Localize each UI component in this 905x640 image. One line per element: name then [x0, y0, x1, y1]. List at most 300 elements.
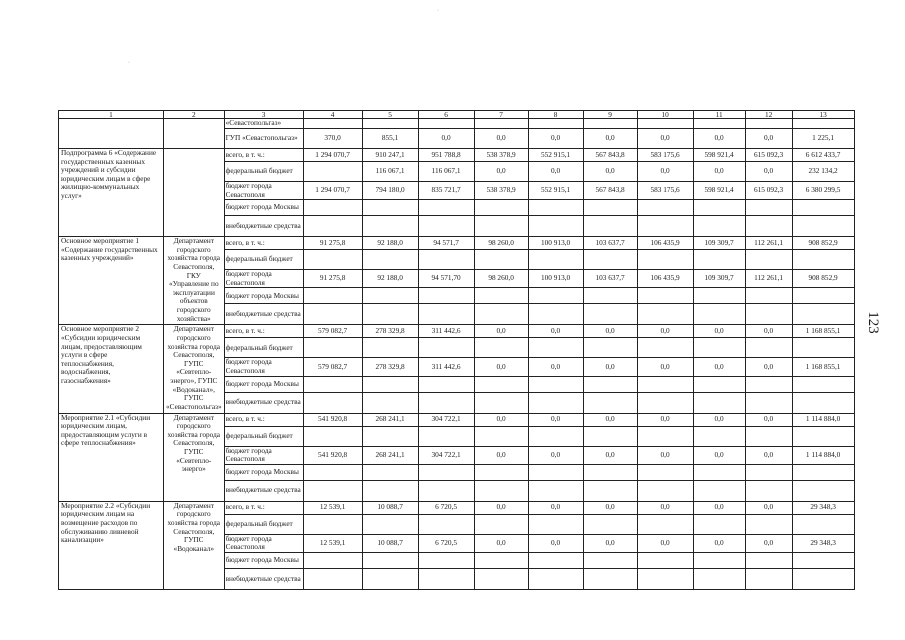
value-cell: 0,0 [637, 446, 693, 464]
value-cell [303, 392, 362, 413]
value-cell [693, 480, 745, 501]
column-number: 1 [59, 111, 164, 119]
value-cell [418, 552, 474, 568]
value-cell: 0,0 [745, 358, 792, 376]
value-cell [792, 376, 854, 392]
funding-source: всего, в т. ч.: [224, 149, 303, 162]
value-cell: 0,0 [745, 446, 792, 464]
value-cell: 268 241,1 [362, 413, 418, 426]
value-cell: 116 067,1 [362, 162, 418, 182]
value-cell: 6 380 299,5 [792, 182, 854, 200]
value-cell [637, 480, 693, 501]
value-cell: 0,0 [745, 534, 792, 552]
value-cell: 278 329,8 [362, 358, 418, 376]
value-cell [745, 568, 792, 589]
value-cell [637, 464, 693, 480]
value-cell [792, 392, 854, 413]
funding-source: всего, в т. ч.: [224, 501, 303, 514]
value-cell [745, 200, 792, 216]
table-row [59, 413, 855, 426]
value-cell [474, 338, 528, 358]
value-cell [528, 426, 583, 446]
value-cell [418, 200, 474, 216]
value-cell: 0,0 [583, 129, 637, 149]
value-cell [474, 480, 528, 501]
value-cell [474, 376, 528, 392]
value-cell: 855,1 [362, 129, 418, 149]
value-cell [474, 464, 528, 480]
value-cell [362, 288, 418, 304]
value-cell: 1 294 070,7 [303, 182, 362, 200]
value-cell [474, 304, 528, 325]
value-cell: 0,0 [693, 162, 745, 182]
value-cell [528, 514, 583, 534]
scan-speck: · [128, 60, 130, 66]
responsible-cell [164, 119, 225, 149]
value-cell: 0,0 [528, 501, 583, 514]
value-cell: 0,0 [528, 162, 583, 182]
column-number: 5 [362, 111, 418, 119]
value-cell [792, 304, 854, 325]
value-cell [303, 338, 362, 358]
value-cell [637, 288, 693, 304]
value-cell [474, 200, 528, 216]
responsible-executor: Департамент городского хозяйства города Севастополя, ГКУ «Управление по эксплуатации объектов городского хозяйства» [164, 237, 225, 325]
value-cell [528, 119, 583, 129]
funding-source: федеральный бюджет [224, 338, 303, 358]
value-cell: 1 294 070,7 [303, 149, 362, 162]
value-cell: 538 378,9 [474, 182, 528, 200]
funding-source: внебюджетные средства [224, 480, 303, 501]
measure-name: Мероприятие 2.2 «Субсидии юридическим лицам на возмещение расходов по обслуживанию ливневой канализации» [59, 501, 164, 589]
value-cell: 92 188,0 [362, 237, 418, 250]
column-number: 4 [303, 111, 362, 119]
value-cell [528, 338, 583, 358]
table-row [59, 237, 855, 250]
value-cell: 0,0 [583, 501, 637, 514]
value-cell [792, 288, 854, 304]
value-cell [583, 480, 637, 501]
value-cell [418, 568, 474, 589]
value-cell [418, 480, 474, 501]
value-cell [583, 514, 637, 534]
funding-source: ГУП «Севастопольгаз» [224, 129, 303, 149]
funding-source: внебюджетные средства [224, 392, 303, 413]
funding-source: внебюджетные средства [224, 304, 303, 325]
value-cell [303, 119, 362, 129]
value-cell [474, 216, 528, 237]
value-cell [637, 426, 693, 446]
value-cell: 0,0 [745, 501, 792, 514]
value-cell [474, 250, 528, 270]
value-cell: 0,0 [693, 413, 745, 426]
value-cell [583, 119, 637, 129]
value-cell [745, 288, 792, 304]
value-cell: 103 637,7 [583, 237, 637, 250]
value-cell [693, 304, 745, 325]
value-cell: 579 082,7 [303, 358, 362, 376]
value-cell [362, 464, 418, 480]
funding-source: всего, в т. ч.: [224, 413, 303, 426]
value-cell: 908 852,9 [792, 270, 854, 288]
value-cell [303, 552, 362, 568]
funding-source: всего, в т. ч.: [224, 325, 303, 338]
value-cell: 0,0 [693, 129, 745, 149]
value-cell [418, 119, 474, 129]
value-cell: 94 571,7 [418, 237, 474, 250]
value-cell: 0,0 [474, 325, 528, 338]
value-cell [583, 250, 637, 270]
value-cell: 0,0 [474, 501, 528, 514]
value-cell [583, 376, 637, 392]
scan-speck: · [437, 8, 439, 14]
funding-source: бюджет города Севастополя [224, 182, 303, 200]
value-cell: 794 180,0 [362, 182, 418, 200]
table-row [59, 119, 855, 129]
value-cell: 583 175,6 [637, 182, 693, 200]
value-cell [693, 552, 745, 568]
value-cell [303, 426, 362, 446]
value-cell: 106 435,9 [637, 270, 693, 288]
value-cell [474, 119, 528, 129]
value-cell: 0,0 [474, 534, 528, 552]
value-cell: 304 722,1 [418, 446, 474, 464]
value-cell [583, 338, 637, 358]
value-cell [792, 480, 854, 501]
value-cell: 116 067,1 [418, 162, 474, 182]
value-cell: 583 175,6 [637, 149, 693, 162]
value-cell [583, 426, 637, 446]
value-cell: 103 637,7 [583, 270, 637, 288]
value-cell [745, 216, 792, 237]
value-cell [474, 552, 528, 568]
funding-source: внебюджетные средства [224, 216, 303, 237]
funding-source: бюджет города Москвы [224, 288, 303, 304]
value-cell: 100 913,0 [528, 237, 583, 250]
value-cell: 98 260,0 [474, 237, 528, 250]
measure-name: Подпрограмма 6 «Содержание государственных казенных учреждений и субсидии юридическим лицам в сфере жилищно-коммунальных услуг» [59, 149, 164, 237]
value-cell: 0,0 [637, 501, 693, 514]
value-cell [792, 514, 854, 534]
value-cell [745, 119, 792, 129]
value-cell: 92 188,0 [362, 270, 418, 288]
value-cell [792, 119, 854, 129]
value-cell: 94 571,70 [418, 270, 474, 288]
page-number: 123 [864, 311, 881, 334]
column-number: 6 [418, 111, 474, 119]
value-cell [362, 552, 418, 568]
value-cell: 0,0 [693, 325, 745, 338]
value-cell: 0,0 [474, 129, 528, 149]
value-cell [418, 514, 474, 534]
value-cell [693, 250, 745, 270]
value-cell [303, 288, 362, 304]
value-cell [362, 119, 418, 129]
value-cell: 91 275,8 [303, 270, 362, 288]
value-cell [362, 304, 418, 325]
value-cell: 304 722,1 [418, 413, 474, 426]
value-cell [745, 250, 792, 270]
funding-source: федеральный бюджет [224, 162, 303, 182]
column-number: 10 [637, 111, 693, 119]
value-cell: 0,0 [745, 325, 792, 338]
value-cell [418, 338, 474, 358]
value-cell: 0,0 [637, 129, 693, 149]
value-cell [637, 392, 693, 413]
value-cell [303, 514, 362, 534]
funding-source: бюджет города Севастополя [224, 534, 303, 552]
value-cell: 598 921,4 [693, 149, 745, 162]
value-cell: 370,0 [303, 129, 362, 149]
value-cell [745, 338, 792, 358]
value-cell: 311 442,6 [418, 358, 474, 376]
value-cell [362, 514, 418, 534]
value-cell: 0,0 [583, 534, 637, 552]
value-cell [637, 200, 693, 216]
value-cell [693, 514, 745, 534]
value-cell: 0,0 [474, 413, 528, 426]
value-cell: 567 843,8 [583, 182, 637, 200]
value-cell [528, 480, 583, 501]
value-cell [637, 119, 693, 129]
funding-source: бюджет города Москвы [224, 200, 303, 216]
responsible-executor: Департамент городского хозяйства города Севастополя, ГУПС «Севтепло-энерго», ГУПС «Водоканал», ГУПС «Севастопольгаз» [164, 325, 225, 413]
column-number: 2 [164, 111, 225, 119]
value-cell [418, 426, 474, 446]
value-cell [693, 288, 745, 304]
value-cell: 1 114 884,0 [792, 413, 854, 426]
column-number: 12 [745, 111, 792, 119]
measure-name: Основное мероприятие 2 «Субсидии юридическим лицам, предоставляющим услуги в сфере теплоснабжения, водоснабжения, газоснабжения» [59, 325, 164, 413]
value-cell: 567 843,8 [583, 149, 637, 162]
value-cell: 0,0 [474, 162, 528, 182]
column-number: 8 [528, 111, 583, 119]
value-cell: 6 720,5 [418, 501, 474, 514]
value-cell [792, 464, 854, 480]
value-cell [303, 216, 362, 237]
value-cell [362, 392, 418, 413]
value-cell [637, 514, 693, 534]
value-cell [362, 480, 418, 501]
value-cell: 268 241,1 [362, 446, 418, 464]
funding-source: федеральный бюджет [224, 514, 303, 534]
value-cell [637, 376, 693, 392]
value-cell: 29 348,3 [792, 501, 854, 514]
value-cell: 0,0 [583, 162, 637, 182]
value-cell [528, 216, 583, 237]
value-cell [745, 426, 792, 446]
value-cell: 6 612 433,7 [792, 149, 854, 162]
value-cell: 29 348,3 [792, 534, 854, 552]
value-cell [362, 250, 418, 270]
responsible-executor: Департамент городского хозяйства города Севастополя, ГУПС «Севтепло-энерго» [164, 413, 225, 501]
value-cell: 579 082,7 [303, 325, 362, 338]
value-cell: 0,0 [637, 534, 693, 552]
value-cell: 552 915,1 [528, 182, 583, 200]
value-cell [583, 200, 637, 216]
value-cell: 106 435,9 [637, 237, 693, 250]
value-cell: 109 309,7 [693, 270, 745, 288]
value-cell [362, 426, 418, 446]
value-cell: 835 721,7 [418, 182, 474, 200]
value-cell [637, 250, 693, 270]
value-cell: 615 092,3 [745, 149, 792, 162]
value-cell [693, 392, 745, 413]
value-cell [745, 464, 792, 480]
value-cell [583, 288, 637, 304]
value-cell: 0,0 [745, 129, 792, 149]
value-cell: 951 788,8 [418, 149, 474, 162]
value-cell [583, 216, 637, 237]
value-cell: 0,0 [528, 534, 583, 552]
value-cell [637, 304, 693, 325]
value-cell [583, 568, 637, 589]
value-cell: 1 114 884,0 [792, 446, 854, 464]
value-cell [792, 338, 854, 358]
value-cell [418, 288, 474, 304]
value-cell [528, 552, 583, 568]
column-number: 3 [224, 111, 303, 119]
value-cell: 12 539,1 [303, 534, 362, 552]
value-cell [528, 304, 583, 325]
value-cell [583, 304, 637, 325]
value-cell [418, 304, 474, 325]
value-cell: 0,0 [474, 446, 528, 464]
value-cell [583, 392, 637, 413]
value-cell: 6 720,5 [418, 534, 474, 552]
value-cell: 311 442,6 [418, 325, 474, 338]
value-cell [693, 376, 745, 392]
value-cell [418, 392, 474, 413]
responsible-executor [164, 149, 225, 237]
funding-source: «Севастопольгаз» [224, 119, 303, 129]
financing-table [58, 110, 855, 590]
value-cell [745, 480, 792, 501]
value-cell: 0,0 [528, 358, 583, 376]
funding-source: бюджет города Севастополя [224, 358, 303, 376]
value-cell: 91 275,8 [303, 237, 362, 250]
table-row [59, 501, 855, 514]
value-cell [474, 426, 528, 446]
value-cell: 1 168 855,1 [792, 325, 854, 338]
value-cell [528, 200, 583, 216]
value-cell [693, 216, 745, 237]
value-cell [474, 392, 528, 413]
value-cell [362, 338, 418, 358]
value-cell [303, 304, 362, 325]
value-cell [528, 568, 583, 589]
value-cell: 10 088,7 [362, 501, 418, 514]
value-cell [528, 288, 583, 304]
value-cell [362, 568, 418, 589]
value-cell [637, 338, 693, 358]
value-cell [362, 376, 418, 392]
value-cell: 232 134,2 [792, 162, 854, 182]
value-cell [745, 552, 792, 568]
value-cell [693, 464, 745, 480]
column-number: 9 [583, 111, 637, 119]
table-row [59, 149, 855, 162]
column-number: 11 [693, 111, 745, 119]
value-cell [792, 552, 854, 568]
value-cell [745, 304, 792, 325]
value-cell: 0,0 [693, 501, 745, 514]
value-cell [303, 162, 362, 182]
value-cell [362, 216, 418, 237]
value-cell [693, 568, 745, 589]
value-cell: 0,0 [583, 358, 637, 376]
value-cell: 0,0 [528, 446, 583, 464]
column-number: 13 [792, 111, 854, 119]
funding-source: федеральный бюджет [224, 426, 303, 446]
value-cell: 910 247,1 [362, 149, 418, 162]
value-cell [528, 250, 583, 270]
value-cell [792, 426, 854, 446]
funding-source: всего, в т. ч.: [224, 237, 303, 250]
value-cell [637, 552, 693, 568]
value-cell [418, 250, 474, 270]
name-cell [59, 119, 164, 149]
value-cell [303, 464, 362, 480]
value-cell: 0,0 [637, 325, 693, 338]
value-cell: 908 852,9 [792, 237, 854, 250]
value-cell [693, 119, 745, 129]
value-cell: 112 261,1 [745, 270, 792, 288]
value-cell [792, 216, 854, 237]
measure-name: Основное мероприятие 1 «Содержание государственных казенных учреждений» [59, 237, 164, 325]
value-cell: 0,0 [528, 129, 583, 149]
value-cell: 541 920,8 [303, 446, 362, 464]
value-cell: 0,0 [637, 162, 693, 182]
value-cell: 1 168 855,1 [792, 358, 854, 376]
funding-source: бюджет города Москвы [224, 464, 303, 480]
value-cell [637, 568, 693, 589]
value-cell [418, 464, 474, 480]
value-cell: 0,0 [583, 413, 637, 426]
value-cell: 0,0 [418, 129, 474, 149]
value-cell: 10 088,7 [362, 534, 418, 552]
value-cell [418, 376, 474, 392]
value-cell [528, 376, 583, 392]
value-cell [693, 338, 745, 358]
value-cell [474, 568, 528, 589]
value-cell [474, 288, 528, 304]
value-cell [528, 392, 583, 413]
value-cell [637, 216, 693, 237]
funding-source: внебюджетные средства [224, 568, 303, 589]
funding-source: бюджет города Москвы [224, 552, 303, 568]
value-cell: 98 260,0 [474, 270, 528, 288]
value-cell: 0,0 [693, 534, 745, 552]
value-cell [362, 200, 418, 216]
value-cell: 0,0 [637, 413, 693, 426]
value-cell [745, 514, 792, 534]
column-number: 7 [474, 111, 528, 119]
value-cell [693, 200, 745, 216]
value-cell: 0,0 [528, 413, 583, 426]
value-cell: 598 921,4 [693, 182, 745, 200]
value-cell: 0,0 [583, 325, 637, 338]
value-cell [693, 426, 745, 446]
value-cell [418, 216, 474, 237]
value-cell [792, 250, 854, 270]
table-row [59, 325, 855, 338]
value-cell: 0,0 [583, 446, 637, 464]
header-row [59, 111, 855, 119]
value-cell: 278 329,8 [362, 325, 418, 338]
value-cell: 615 092,3 [745, 182, 792, 200]
value-cell [303, 480, 362, 501]
